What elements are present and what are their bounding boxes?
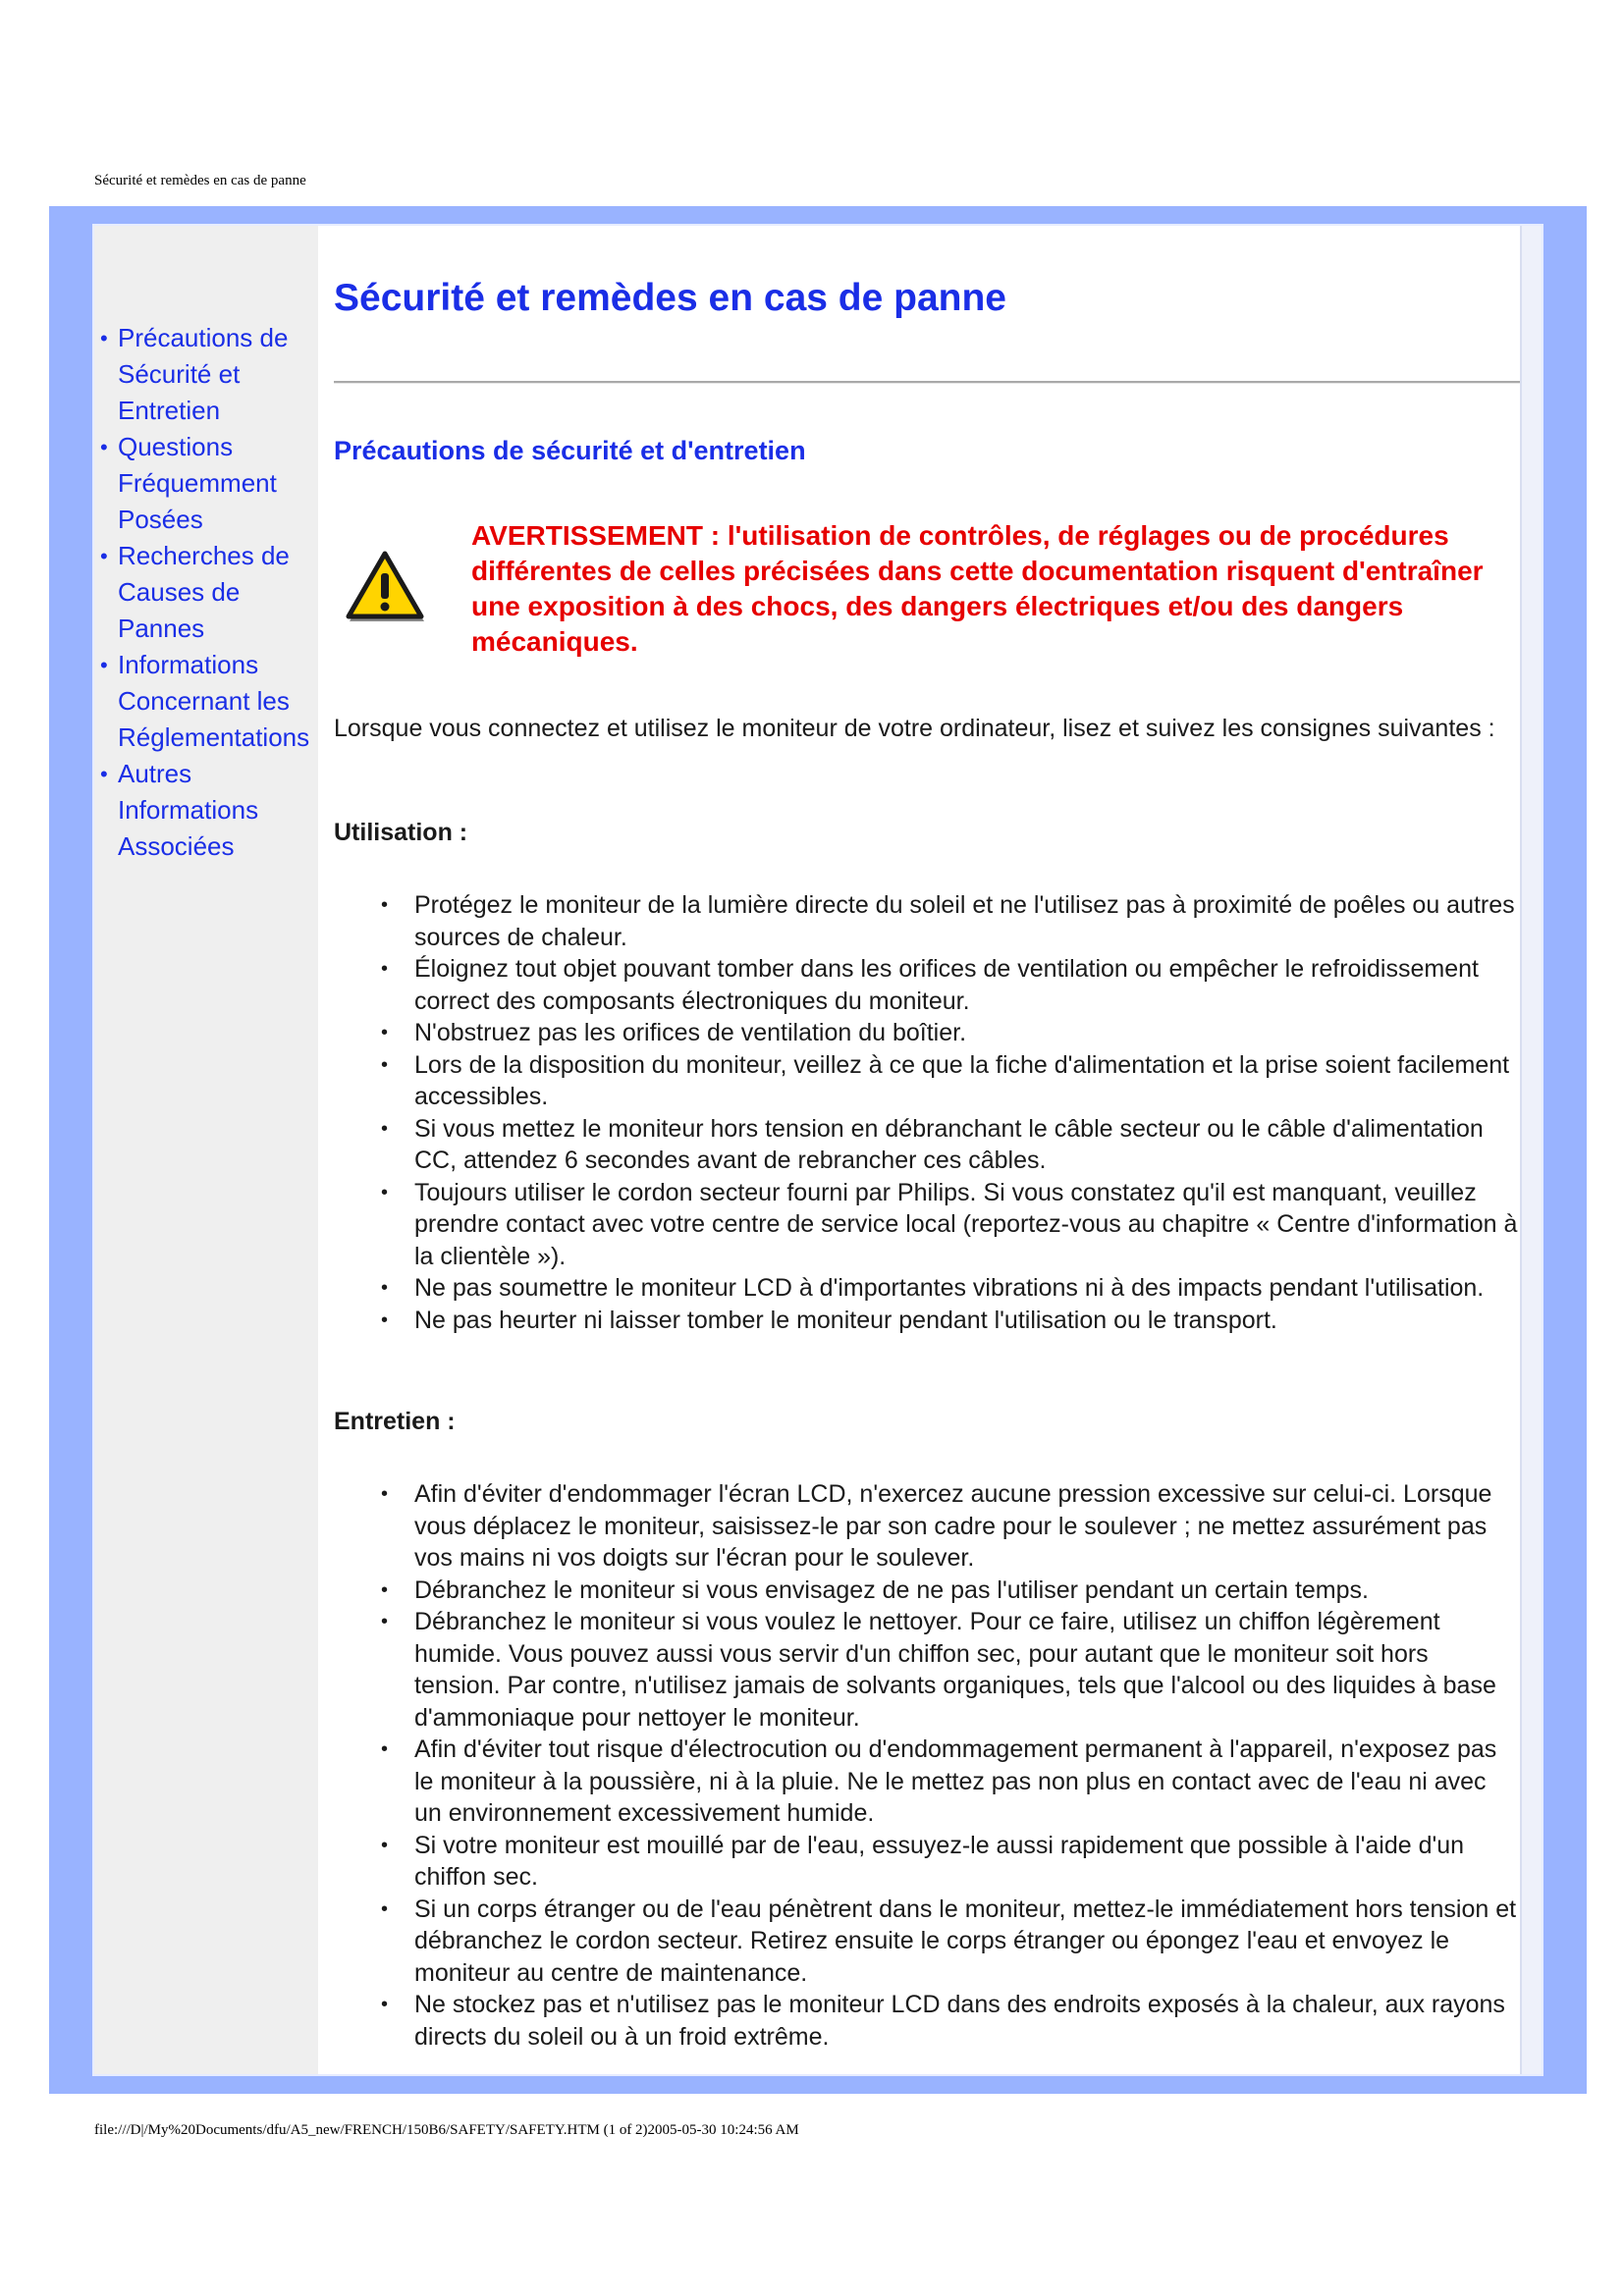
list-item [379, 1305, 1518, 1337]
scrollbar-track[interactable] [1520, 226, 1542, 2074]
sidebar-item-label[interactable]: Recherches de Causes de Pannes [118, 541, 290, 643]
list-item-text: Éloignez tout objet pouvant tomber dans les orifices de ventilation ou empêcher le refroidissement correct des composants électroniques du moniteur. [414, 955, 1479, 1015]
sidebar-item-faq[interactable] [100, 429, 322, 538]
list-item-text: Afin d'éviter tout risque d'électrocution ou d'endommagement permanent à l'appareil, n'exposez pas le moniteur à la poussière, ni à la pluie. Ne le mettez pas non plus en contact avec de l'eau ni avec un environnement excessivement humide. [414, 1735, 1497, 1827]
list-item [379, 1177, 1518, 1273]
usage-heading: Utilisation : [334, 819, 468, 846]
sidebar-item-label[interactable]: Précautions de Sécurité et Entretien [118, 323, 289, 425]
bullet-icon: • [381, 1053, 389, 1076]
maintenance-list [379, 1478, 1518, 2053]
bullet-icon: • [100, 653, 108, 677]
sidebar-item-label[interactable]: Autres Informations Associées [118, 759, 259, 861]
list-item [379, 1894, 1518, 1990]
list-item-text: Ne pas heurter ni laisser tomber le moniteur pendant l'utilisation ou le transport. [414, 1306, 1277, 1334]
list-item-text: Débranchez le moniteur si vous envisagez de ne pas l'utiliser pendant un certain temps. [414, 1575, 1369, 1604]
usage-list [379, 889, 1518, 1336]
intro-paragraph: Lorsque vous connectez et utilisez le moniteur de votre ordinateur, lisez et suivez les consignes suivantes : [334, 715, 1495, 742]
bullet-icon: • [381, 894, 389, 916]
list-item-text: Débranchez le moniteur si vous voulez le nettoyer. Pour ce faire, utilisez un chiffon légèrement humide. Vous pouvez aussi vous servir d'un chiffon sec, pour autant que le moniteur soit hors tension. Par contre, n'utilisez jamais de solvants organiques, tels que l'alcool ou des liquides à base d'ammoniaque pour nettoyer le moniteur. [414, 1608, 1496, 1732]
bullet-icon: • [381, 1022, 389, 1043]
list-item-text: Protégez le moniteur de la lumière directe du soleil et ne l'utilisez pas à proximité de poêles ou autres sources de chaleur. [414, 891, 1515, 951]
content-panel [92, 224, 1543, 2076]
list-item [379, 1478, 1518, 1575]
list-item [379, 1989, 1518, 2053]
bullet-icon: • [381, 1897, 389, 1920]
sidebar-nav [100, 320, 322, 865]
list-item [379, 1017, 1518, 1049]
bullet-icon: • [381, 1308, 389, 1331]
sidebar-item-regulatory[interactable] [100, 647, 322, 756]
list-item-text: Ne stockez pas et n'utilisez pas le moniteur LCD dans des endroits exposés à la chaleur, aux rayons directs du soleil ou à un froid extrême. [414, 1991, 1505, 2051]
bullet-icon: • [381, 1578, 389, 1601]
list-item-text: N'obstruez pas les orifices de ventilation du boîtier. [414, 1019, 967, 1046]
list-item [379, 1113, 1518, 1177]
page-title: Sécurité et remèdes en cas de panne [334, 277, 1006, 319]
section-title: Précautions de sécurité et d'entretien [334, 436, 806, 465]
bullet-icon: • [100, 544, 108, 568]
print-header: Sécurité et remèdes en cas de panne [94, 173, 306, 188]
bullet-icon: • [381, 1611, 389, 1632]
list-item [379, 1272, 1518, 1305]
warning-message: AVERTISSEMENT : l'utilisation de contrôles, de réglages ou de procédures différentes de celles précisées dans cette documentation risquent d'entraîner une exposition à des chocs, des dangers électriques et/ou des dangers mécaniques. [471, 520, 1484, 657]
list-item [379, 1830, 1518, 1894]
bullet-icon: • [100, 435, 108, 459]
bullet-icon: • [381, 1181, 389, 1203]
bullet-icon: • [381, 1994, 389, 2015]
bullet-icon: • [381, 1483, 389, 1505]
list-item [379, 953, 1518, 1017]
bullet-icon: • [100, 326, 108, 350]
sidebar [94, 226, 318, 2074]
list-item-text: Ne pas soumettre le moniteur LCD à d'importantes vibrations ni à des impacts pendant l'utilisation. [414, 1274, 1485, 1302]
list-item-text: Si un corps étranger ou de l'eau pénètrent dans le moniteur, mettez-le immédiatement hors tension et débranchez le cordon secteur. Retirez ensuite le corps étranger ou épongez l'eau et envoyez le moniteur au centre de maintenance. [414, 1895, 1517, 1987]
list-item [379, 1049, 1518, 1113]
sidebar-item-label[interactable]: Questions Fréquemment Posées [118, 432, 277, 534]
list-item-text: Si votre moniteur est mouillé par de l'eau, essuyez-le aussi rapidement que possible à l'aide d'un chiffon sec. [414, 1831, 1465, 1891]
bullet-icon: • [381, 1117, 389, 1140]
list-item-text: Si vous mettez le moniteur hors tension en débranchant le câble secteur ou le câble d'alimentation CC, attendez 6 secondes avant de rebrancher ces câbles. [414, 1114, 1484, 1174]
list-item [379, 1734, 1518, 1830]
bullet-icon: • [381, 1277, 389, 1299]
bullet-icon: • [381, 1738, 389, 1760]
sidebar-item-other-info[interactable] [100, 756, 322, 865]
sidebar-item-troubleshooting[interactable] [100, 538, 322, 647]
page-frame [49, 206, 1587, 2094]
list-item [379, 1606, 1518, 1734]
list-item-text: Lors de la disposition du moniteur, veillez à ce que la fiche d'alimentation et la prise soient facilement accessibles. [414, 1050, 1510, 1110]
list-item-text: Toujours utiliser le cordon secteur fourni par Philips. Si vous constatez qu'il est manquant, veuillez prendre contact avec votre centre de service local (reportez-vous au chapitre « Centre d'information à la clientèle »). [414, 1178, 1518, 1270]
bullet-icon: • [381, 958, 389, 980]
sidebar-item-safety[interactable] [100, 320, 322, 429]
bullet-icon: • [381, 1834, 389, 1856]
bullet-icon: • [100, 762, 108, 786]
sidebar-item-label[interactable]: Informations Concernant les Réglementations [118, 650, 310, 752]
maintenance-heading: Entretien : [334, 1408, 456, 1435]
list-item-text: Afin d'éviter d'endommager l'écran LCD, n'exercez aucune pression excessive sur celui-ci. Lorsque vous déplacez le moniteur, saisissez-le par son cadre pour le soulever ; ne mettez assurément pas vos mains ni vos doigts sur l'écran pour le soulever. [414, 1480, 1492, 1572]
print-footer: file:///D|/My%20Documents/dfu/A5_new/FRENCH/150B6/SAFETY/SAFETY.HTM (1 of 2)2005-05-30 10:24:56 AM [94, 2122, 799, 2138]
title-divider [334, 381, 1524, 384]
warning-triangle-icon [344, 550, 426, 624]
list-item [379, 1575, 1518, 1607]
list-item [379, 889, 1518, 953]
